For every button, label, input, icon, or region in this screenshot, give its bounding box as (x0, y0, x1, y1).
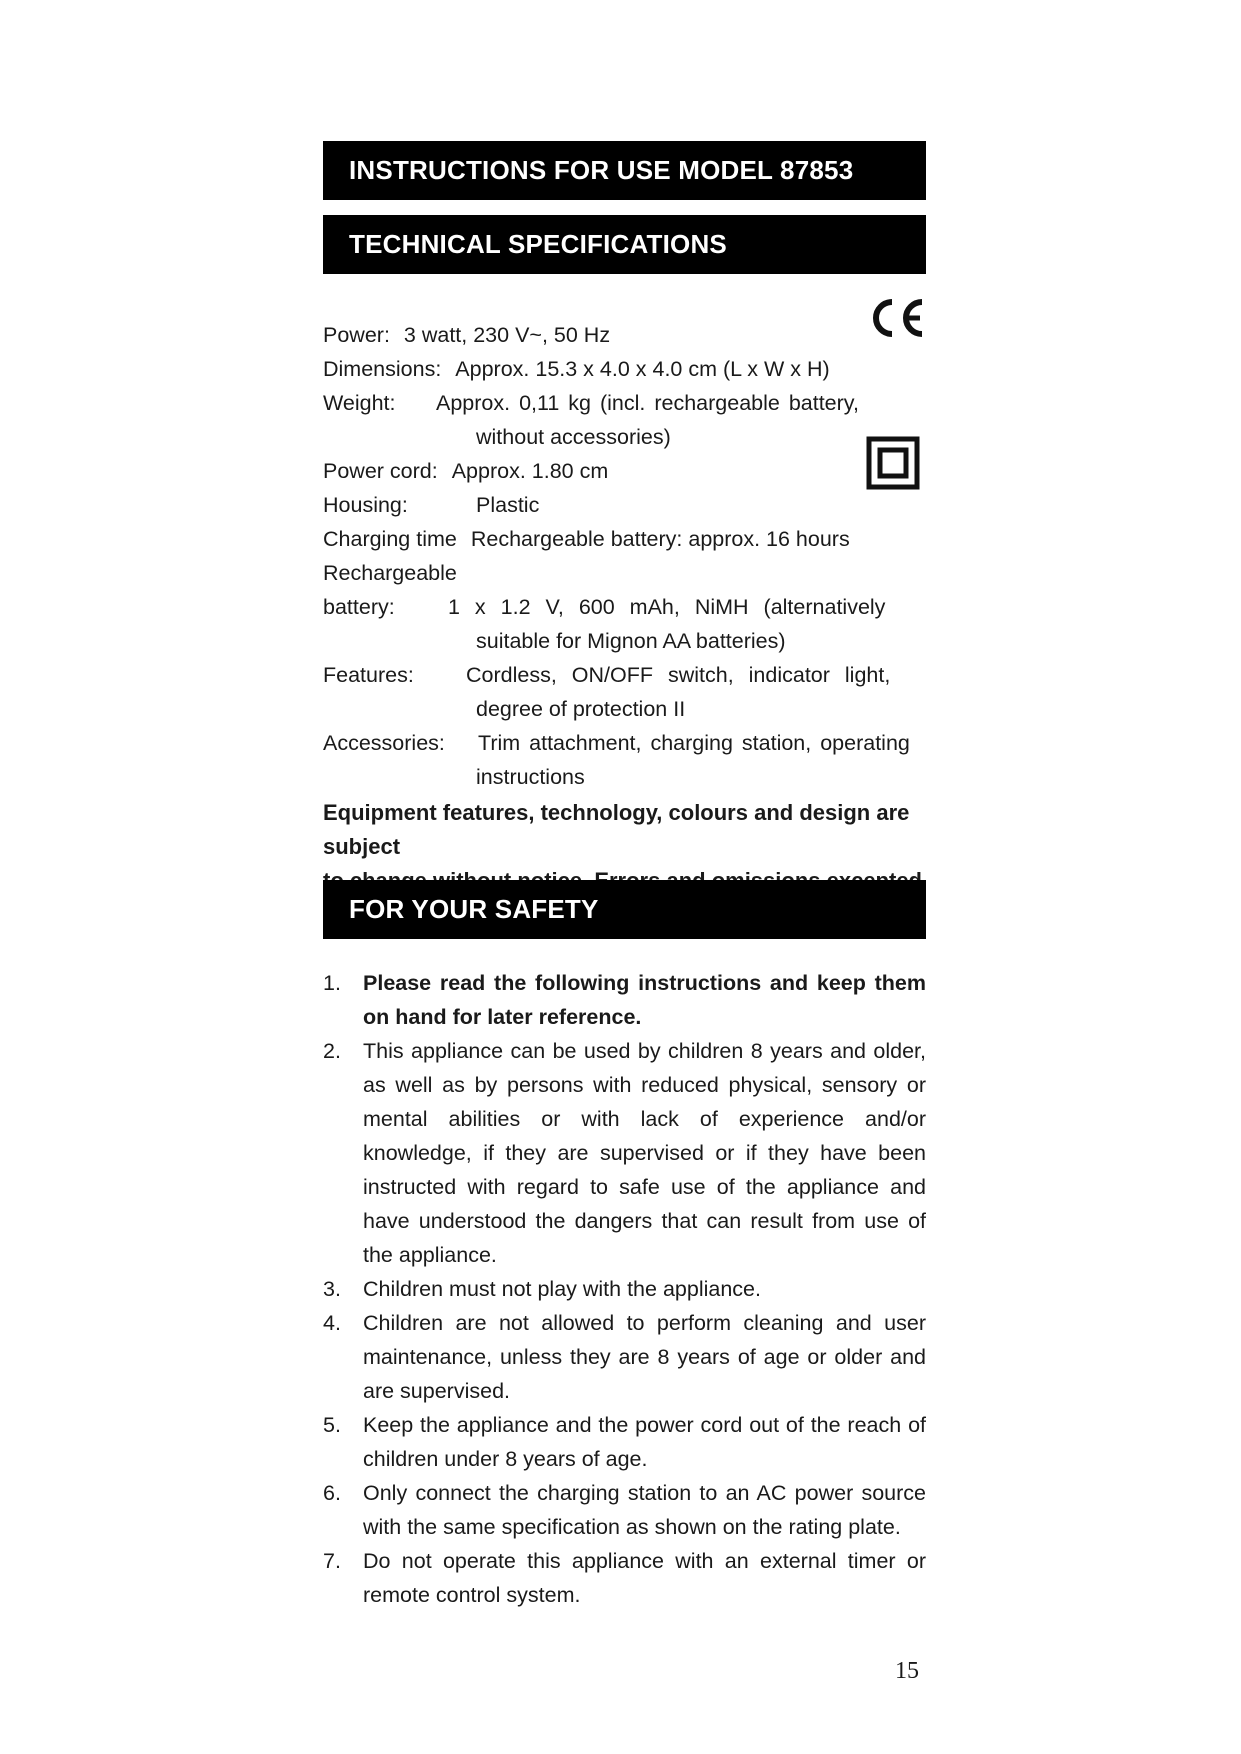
spec-value: 3 watt, 230 V~, 50 Hz (403, 323, 611, 347)
safety-list (323, 966, 926, 1612)
spec-value: Rechargeable battery: approx. 16 hours (470, 527, 850, 551)
spec-value: 1 x 1.2 V, 600 mAh, NiMH (alternatively (448, 595, 886, 619)
section-heading-technical-bar (323, 215, 926, 274)
list-item (323, 966, 926, 1034)
list-item (323, 1306, 926, 1408)
spec-housing (323, 488, 933, 522)
technical-specifications-list (323, 318, 933, 794)
spec-battery-label-line (323, 556, 933, 590)
spec-value: Plastic (476, 493, 540, 517)
spec-battery (323, 590, 933, 624)
list-item (323, 1272, 926, 1306)
list-number: 5. (323, 1413, 341, 1437)
section-heading-technical: TECHNICAL SPECIFICATIONS (349, 229, 727, 259)
list-text: Children are not allowed to perform cleaning and user maintenance, unless they are 8 years of age or older and are supervised. (363, 1311, 926, 1403)
spec-label: Housing: (323, 493, 408, 517)
spec-value: Approx. 15.3 x 4.0 x 4.0 cm (L x W x H) (455, 357, 830, 381)
document-title-bar (323, 141, 926, 200)
spec-weight (323, 386, 933, 420)
spec-features (323, 658, 933, 692)
list-number: 3. (323, 1277, 341, 1301)
spec-value-continued: degree of protection II (476, 697, 686, 721)
spec-label: Power: (323, 323, 390, 347)
section-heading-safety: FOR YOUR SAFETY (349, 894, 599, 924)
list-number: 6. (323, 1481, 341, 1505)
spec-label: Charging time (323, 527, 457, 551)
list-text: Do not operate this appliance with an external timer or remote control system. (363, 1549, 926, 1607)
spec-value: Approx. 1.80 cm (451, 459, 609, 483)
spec-power-cord (323, 454, 933, 488)
spec-value: Approx. 0,11 kg (incl. rechargeable battery, (436, 391, 859, 415)
list-number: 4. (323, 1311, 341, 1335)
list-item (323, 1544, 926, 1612)
list-text: Only connect the charging station to an AC power source with the same specification as shown on the rating plate. (363, 1481, 926, 1539)
spec-charging-time (323, 522, 933, 556)
spec-value-continued: instructions (476, 765, 585, 789)
list-number: 1. (323, 971, 341, 995)
document-title: INSTRUCTIONS FOR USE MODEL 87853 (349, 155, 854, 185)
spec-label: Dimensions: (323, 357, 442, 381)
spec-power (323, 318, 933, 352)
list-item (323, 1034, 926, 1272)
spec-dimensions (323, 352, 933, 386)
list-item (323, 1476, 926, 1544)
spec-value-continued: suitable for Mignon AA batteries) (476, 629, 786, 653)
spec-label: battery: (323, 595, 395, 619)
spec-label: Rechargeable (323, 561, 457, 585)
change-notice-line: Equipment features, technology, colours and design are subject (323, 800, 910, 859)
list-text: Please read the following instructions and keep them on hand for later reference. (363, 971, 926, 1029)
spec-label: Weight: (323, 391, 396, 415)
list-text: This appliance can be used by children 8 years and older, as well as by persons with reduced physical, sensory or mental abilities or with lack of experience and/or knowledge, if they are supervised or if they have been instructed with regard to safe use of the appliance and have understood the dangers that can result from use of the appliance. (363, 1039, 926, 1267)
spec-value: Cordless, ON/OFF switch, indicator light, (466, 663, 891, 687)
page-number: 15 (895, 1658, 919, 1684)
spec-label: Accessories: (323, 731, 445, 755)
spec-label: Power cord: (323, 459, 438, 483)
spec-value: Trim attachment, charging station, operating (478, 731, 910, 755)
list-number: 7. (323, 1549, 341, 1573)
spec-label: Features: (323, 663, 414, 687)
list-item (323, 1408, 926, 1476)
list-text: Children must not play with the appliance. (363, 1277, 761, 1301)
spec-accessories (323, 726, 933, 760)
spec-value-continued: without accessories) (476, 425, 671, 449)
list-text: Keep the appliance and the power cord out of the reach of children under 8 years of age. (363, 1413, 926, 1471)
list-number: 2. (323, 1039, 341, 1063)
section-heading-safety-bar (323, 880, 926, 939)
